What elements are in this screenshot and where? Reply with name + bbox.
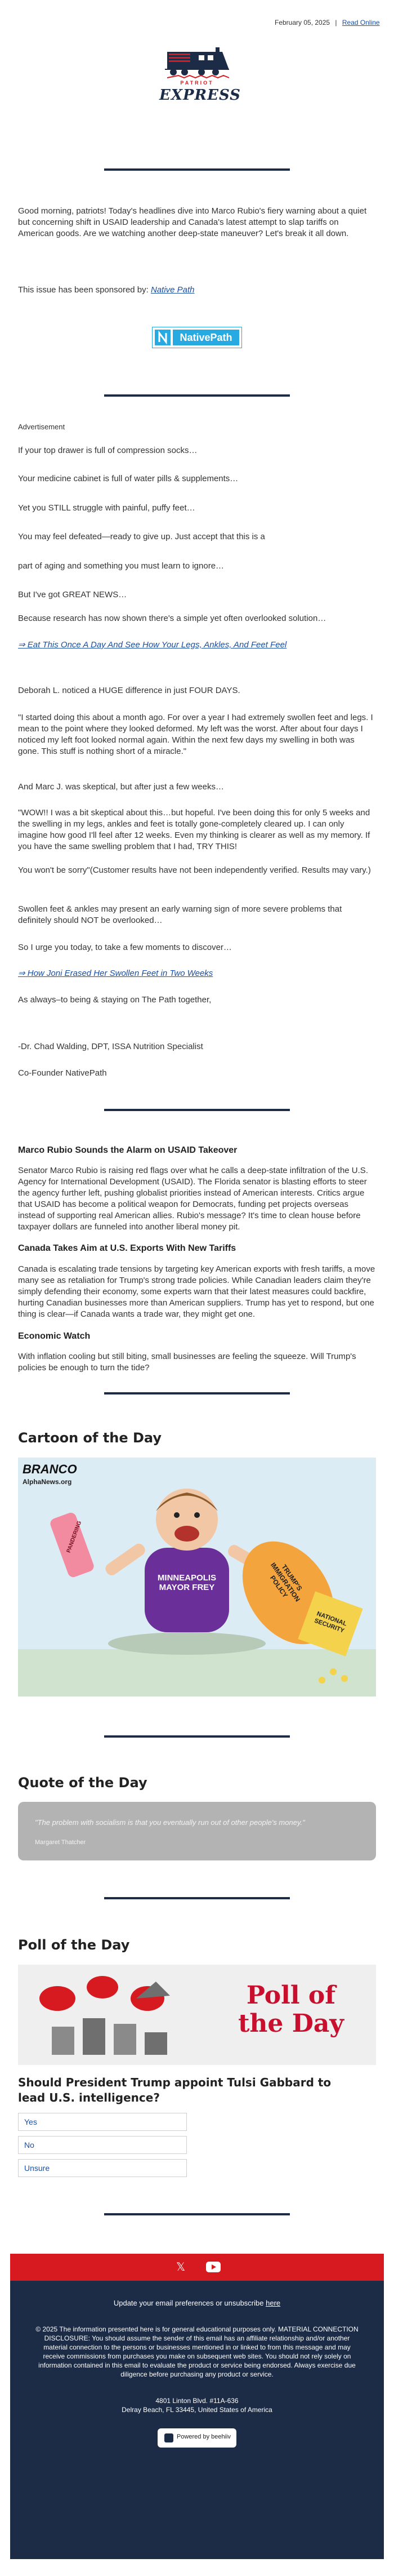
divider-5: [104, 1735, 290, 1738]
divider-1: [104, 168, 290, 171]
ad-paragraph: Because research has now shown there's a simple yet often overlooked solution…: [18, 614, 326, 623]
unsubscribe-link[interactable]: here: [266, 2299, 281, 2307]
social-bar: [10, 2254, 384, 2281]
ad-paragraph: Deborah L. noticed a HUGE difference in just FOUR DAYS.: [18, 686, 240, 695]
quote-author: Margaret Thatcher: [35, 1839, 86, 1846]
poll-question: Should President Trump appoint Tulsi Gabbard to lead U.S. intelligence?: [18, 2076, 332, 2104]
poll-banner: [18, 1965, 376, 2065]
cartoon-brand: BRANCO: [23, 1462, 77, 1476]
news-body-canada: Canada is escalating trade tensions by targeting key American exports with fresh tariffs, a move many see as retaliation for Trump's strong trade policies. While Canadian leaders claim they're simply defending their economy, some experts warn that their latest measures could backfire, hurting Canadian businesses more than American suppliers. Trump has yet to respond, but one thing is clear—if Canada wants a trade war, they might get one.: [18, 1264, 375, 1319]
ad-paragraph: You may feel defeated—ready to give up. Just accept that this is a: [18, 532, 265, 541]
divider-7: [104, 2213, 290, 2215]
date-separator: |: [335, 19, 337, 26]
cartoon-bag-text: TRUMP'S IMMIGRATION POLICY: [268, 1561, 304, 1604]
nativepath-logo[interactable]: [152, 327, 242, 348]
powered-by-badge[interactable]: [158, 2428, 236, 2448]
news-heading-economic: Economic Watch: [18, 1331, 91, 1341]
nativepath-mark-icon: [155, 330, 171, 345]
ad-paragraph: Yet you STILL struggle with painful, puffy feet…: [18, 503, 195, 513]
joni-link[interactable]: ⇒ How Joni Erased Her Swollen Feet in Two Weeks: [18, 969, 213, 978]
ad-paragraph: Your medicine cabinet is full of water pills & supplements…: [18, 474, 239, 483]
x-social-icon[interactable]: 𝕏: [176, 2261, 186, 2273]
poll-option-unsure[interactable]: Unsure: [18, 2159, 187, 2177]
youtube-icon[interactable]: [206, 2262, 221, 2272]
powered-by-text: Powered by beehiiv: [177, 2433, 231, 2440]
poll-banner-text: Poll of the Day: [238, 1981, 344, 2038]
cartoon-tag-text: NATIONAL SECURITY: [313, 1610, 348, 1635]
news-body-economic: With inflation cooling but still biting, small businesses are feeling the squeeze. Will Trump's policies be enough to turn the tide?: [18, 1352, 356, 1373]
eat-this-link[interactable]: ⇒ Eat This Once A Day And See How Your Legs, Ankles, And Feet Feel: [18, 640, 287, 650]
testimonial-deborah: "I started doing this about a month ago. For over a year I had extremely swollen feet and legs. I mean to the point where they looked deformed. My left was the worst. After about four days I noticed my left foot looked normal again. Within the next few days my swelling in both was gone. This stuff is nothing short of a miracle.": [18, 713, 373, 756]
poll-title: Poll of the Day: [18, 1937, 130, 1953]
ad-paragraph: And Marc J. was skeptical, but after just a few weeks…: [18, 782, 224, 792]
ad-link-2: [18, 968, 376, 979]
sponsor-line: [18, 285, 376, 296]
testimonial-marc: "WOW!! I was a bit skeptical about this…but hopeful. I've been doing this for only 5 weeks and the swelling in my legs, ankles and feet is totally gone-completely cleared up. I can only imagine how good I'll feel after 12 weeks. Even my thinking is clearer as well as my memory. If you have the same swelling problem that I had, TRY THIS!: [18, 808, 370, 851]
ad-paragraph: Swollen feet & ankles may present an early warning sign of more severe problems that definitely should NOT be overlooked…: [18, 904, 342, 925]
sponsor-prefix: This issue has been sponsored by:: [18, 285, 151, 295]
cartoon-bottle-text: PANDERING: [65, 1520, 83, 1554]
footer-address-2: Delray Beach, FL 33445, United States of America: [122, 2406, 272, 2414]
footer-update-line: [10, 2299, 384, 2307]
cartoon-image: [18, 1458, 376, 1696]
date-line: [275, 17, 382, 28]
ad-label: Advertisement: [18, 423, 65, 431]
news-heading-canada: Canada Takes Aim at U.S. Exports With New Tariffs: [18, 1243, 236, 1253]
divider-2: [104, 394, 290, 397]
beehiiv-icon: [164, 2433, 173, 2442]
poll-option-yes[interactable]: Yes: [18, 2113, 187, 2131]
divider-6: [104, 1897, 290, 1899]
poll-option-no[interactable]: No: [18, 2136, 187, 2154]
ad-paragraph: You won't be sorry"(Customer results have not been independently verified. Results may vary.): [18, 865, 371, 875]
news-body-rubio: Senator Marco Rubio is raising red flags over what he calls a deep-state infiltration of the U.S. Agency for International Development (USAID). The Florida senator is blasting efforts to steer the agency further left, pushing globalist priorities instead of American interests. Critics argue that USAID has become a political weapon for Democrats, funding pet projects overseas instead of supporting real American allies. Rubio's message? It's time to clean house before taxpayer dollars are funneled into another liberal money pit.: [18, 1166, 368, 1232]
footer-address-1: 4801 Linton Blvd. #11A-636: [155, 2397, 239, 2405]
cartoon-site: AlphaNews.org: [23, 1478, 72, 1486]
nativepath-logo-text: NativePath: [173, 330, 239, 345]
read-online-link[interactable]: Read Online: [342, 19, 380, 26]
logo-main-text: EXPRESS: [159, 87, 241, 104]
divider-4: [104, 1392, 290, 1394]
patriot-express-logo: [159, 46, 241, 109]
ad-paragraph: So I urge you today, to take a few moments to discover…: [18, 943, 232, 952]
sponsor-link[interactable]: Native Path: [150, 285, 195, 295]
cartoon-shirt-text: MINNEAPOLIS MAYOR FREY: [157, 1573, 217, 1592]
intro-greeting: Good morning, patriots! Today's headlines dive into Marco Rubio's fiery warning about a quiet but concerning shift in USAID leadership and Canada's latest attempt to slap tariffs on American goods. Are we watching another deep-state maneuver? Let's break it all down.: [18, 206, 367, 238]
news-heading-rubio: Marco Rubio Sounds the Alarm on USAID Takeover: [18, 1145, 238, 1155]
ad-link-1: [18, 639, 376, 651]
date-text: February 05, 2025: [275, 19, 330, 26]
ad-paragraph: part of aging and something you must learn to ignore…: [18, 561, 225, 571]
footer-update-text: Update your email preferences or unsubscribe: [113, 2299, 266, 2307]
signature-title: Co-Founder NativePath: [18, 1068, 107, 1078]
quote-text: "The problem with socialism is that you eventually run out of other people's money.": [35, 1818, 305, 1827]
footer-panel: [10, 2281, 384, 2559]
divider-3: [104, 1109, 290, 1111]
cartoon-title: Cartoon of the Day: [18, 1430, 162, 1446]
logo-top-text: PATRIOT: [180, 80, 214, 86]
quote-title: Quote of the Day: [18, 1775, 147, 1791]
quote-card: [18, 1802, 376, 1860]
footer-disclaimer: © 2025 The information presented here is for general educational purposes only. MATERIAL CONNECTION DISCLOSURE: You should assume the sender of this email has an affiliate relationship and/or another material connection to the persons or businesses mentioned in or linked to from this message and may receive commissions from purchases you make on subsequent web sites. You should not rely solely on information contained in this email to evaluate the product or service being endorsed. Always exercise due diligence before purchasing any product or service.: [35, 2325, 359, 2378]
ad-paragraph: As always–to being & staying on The Path together,: [18, 995, 212, 1005]
ad-paragraph: If your top drawer is full of compression socks…: [18, 446, 198, 455]
signature-name: -Dr. Chad Walding, DPT, ISSA Nutrition Specialist: [18, 1042, 203, 1051]
ad-paragraph: But I've got GREAT NEWS…: [18, 590, 127, 599]
